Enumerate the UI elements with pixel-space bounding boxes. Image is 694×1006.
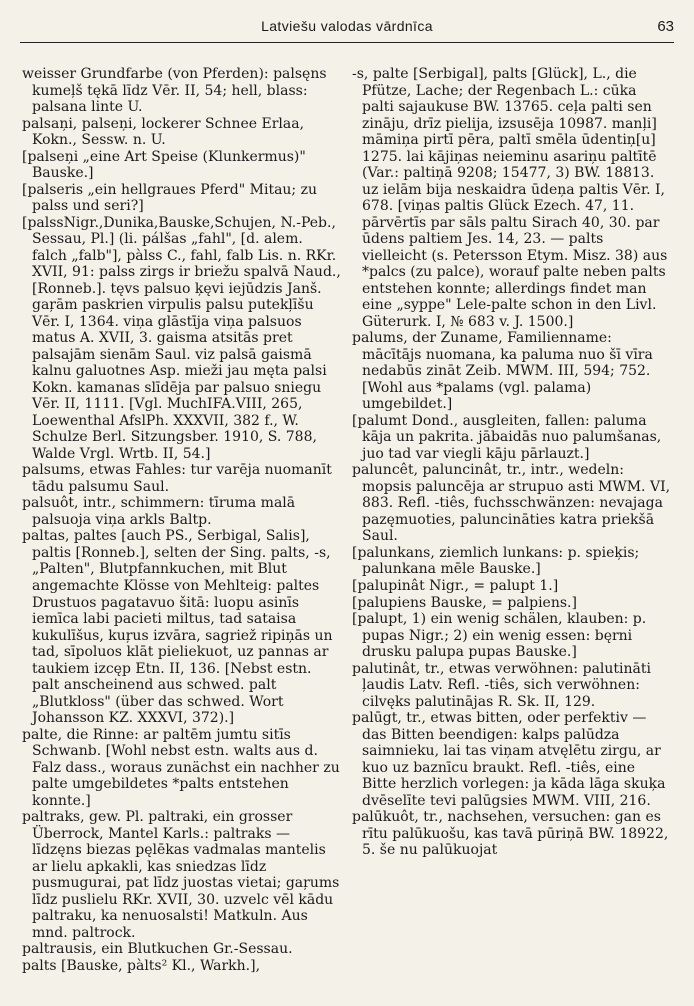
entry-paragraph: [palumt Dond., ausgleiten, fallen: paluma kāja un pakrita. jābaidās nuo palumšanas, juo tad var viegli kāju pārlauzt.] — [352, 412, 662, 462]
entry-paragraph: palūgt, tr., etwas bitten, oder perfektiv — das Bitten beendigen: kalps palūdza saimnieku, lai tas viņam atvęlētu zirgu, ar kuo uz baznīcu braukt. Refl. -tiês, eine Bitte herzlich vorlegen: ja kāda lāga skuķa dvēselīte tevi palūgsies MWM. VIII, 216. — [352, 710, 666, 809]
entry-paragraph: palts [Bauske, pàlts² Kl., Warkh.], — [22, 957, 261, 974]
page-number: 63 — [657, 18, 674, 35]
entry-paragraph: paltas, paltes [auch PS., Serbigal, Salis], paltis [Ronneb.], selten der Sing. palts, -s, „Palten", Blutpfannkuchen, mit Blut angemachte Klösse von Mehlteig: paltes Drustuos pagatavuo šitā: luopu asinīs iemīca labi pacieti miltus, tad sataisa kukulīšus, kuŗus izvāra, sagriež ripiņās un tad, sīpoluos klāt pieliekuot, uz pannas ar taukiem izcęp Etn. II, 136. [Nebst estn. palt anscheinend aus schwed. palt „Blutkloss" (über das schwed. Wort Johansson KZ. XXXVI, 372).] — [22, 528, 333, 727]
entry-paragraph: palūkuôt, tr., nachsehen, versuchen: gan es rītu palūkuošu, kas tavā pūriņā BW. 18922, 5. še nu palūkuojat — [352, 809, 669, 859]
page-header — [20, 18, 674, 43]
entry-paragraph: palsaņi, palseņi, lockerer Schnee Erlaa, Kokn., Sessw. n. U. — [22, 115, 305, 149]
right-column — [352, 66, 672, 859]
running-title: Latviešu valodas vārdnīca — [261, 18, 433, 34]
left-column — [22, 66, 342, 974]
entry-paragraph: weisser Grundfarbe (von Pferden): palsęns kumeļš tękā līdz Vēr. II, 54; hell, blass: palsana linte U. — [22, 66, 327, 116]
entry-paragraph: [palunkans, ziemlich lunkans: p. spieķis; palunkana mēle Bauske.] — [352, 544, 640, 578]
entry-paragraph: paltrausis, ein Blutkuchen Gr.-Sessau. — [22, 941, 293, 958]
entry-paragraph: -s, palte [Serbigal], palts [Glück], L., die Pfütze, Lache; der Regenbach L.: cūka palti sajaukuse BW. 13765. ceļa palti sen zināju, drīz pielija, izsusēja 10987. manļi] māmiņa pirtī pēra, paltī smēla ūdentiņ[u] 1275. lai kājiņas neieminu asariņu paltītē (Var.: paltiņā 9208; 15477, 3) BW. 18813. uz ielām bija neskaidra ūdeņa paltis Vēr. I, 678. [viņas paltis Glück Ezech. 47, 11. pārvērtīs par sāls paltu Sirach 40, 30. par ūdens paltiem Jes. 14, 23. — palts vielleicht (s. Petersson Etym. Misz. 38) aus *palcs (zu palce), worauf palte neben palts entstehen konnte; allerdings findet man eine „syppe" Lele-palte schon in den Livl. Güterurk. I, № 683 v. J. 1500.] — [352, 66, 668, 330]
entry-paragraph: [palseris „ein hellgraues Pferd" Mitau; zu palss und seri?] — [22, 181, 317, 215]
entry-paragraph: [palupiens Bauske, = palpiens.] — [352, 594, 577, 611]
entry-paragraph: palsuôt, intr., schimmern: tīruma malā palsuoja viņa arkls Baltp. — [22, 495, 296, 528]
entry-paragraph: [palupt, 1) ein wenig schälen, klauben: p. pupas Nigr.; 2) ein wenig essen: bęrni drusku palupa pupas Bauske.] — [352, 611, 647, 661]
entry-paragraph: paltraks, gew. Pl. paltraki, ein grosser Überrock, Mantel Karls.: paltraks — līdzęns biezas pęlēkas vadmalas mantelis ar lielu apkakli, kas sniedzas līdz pusmugurai, pat līdz juostas vietai; gaŗums līdz puslielu RKr. XVII, 30. uzvelc vēl kādu paltraku, ka nenuosalsti! Matkuln. Aus mnd. paltrock. — [22, 809, 340, 941]
entry-paragraph: [palseņi „eine Art Speise (Klunkermus)" Bauske.] — [22, 148, 306, 182]
entry-paragraph: palsums, etwas Fahles: tur varēja nuomanīt tādu palsumu Saul. — [22, 462, 332, 495]
entry-paragraph: palte, die Rinne: ar paltēm jumtu sitīs Schwanb. [Wohl nebst estn. walts aus d. Falz dass., woraus zunächst ein nachher zu palte umgebildetes *palts entstehen konnte.] — [22, 726, 340, 809]
entry-paragraph: palutinât, tr., etwas verwöhnen: palutināti ļaudis Latv. Refl. -tiês, sich verwöhnen: cilvęks palutinājas R. Sk. II, 129. — [352, 660, 651, 710]
entry-paragraph: [palssNigr.,Dunika,Bauske,Schujen, N.-Peb., Sessau, Pl.] (li. pálšas „fahl", [d. alem. falch „falb"], pàlss C., fahl, falb Lis. n. RKr. XVII, 91: palss zirgs ir briežu spalvā Naud., [Ronneb.]. tęvs palsuo ķęvi iejūdzis Janš. gaŗām paskrien virpulis palsu putekļīšu Vēr. I, 1364. viņa glāstīja viņa palsuos matus A. XVII, 3. gaisma atsitās pret palsajām sienām Saul. viz palsā gaismā kalnu galuotnes Asp. mieži jau męta palsi Kokn. kamanas slīdēja par palsuo sniegu Vēr. II, 1111. [Vgl. MuchIFA.VIII, 265, Loewenthal AfslPh. XXXVII, 382 f., W. Schulze Berl. Sitzungsber. 1910, S. 788, Walde Vrgl. Wrtb. II, 54.] — [22, 214, 341, 462]
entry-paragraph: palums, der Zuname, Familienname: mācītājs nuomana, ka paluma nuo šī vīra nedabūs zināt Zeib. MWM. III, 594; 752. [Wohl aus *palams (vgl. palama) umgebildet.] — [352, 330, 653, 413]
entry-paragraph: [palupinât Nigr., = palupt 1.] — [352, 577, 559, 594]
entry-paragraph: paluncêt, paluncinât, tr., intr., wedeln: mopsis paluncēja ar strupuo asti MWM. VI, 883. Refl. -tiês, fuchsschwänzen: nevajaga pazęmuoties, paluncināties katra priekšā Saul. — [352, 462, 671, 545]
